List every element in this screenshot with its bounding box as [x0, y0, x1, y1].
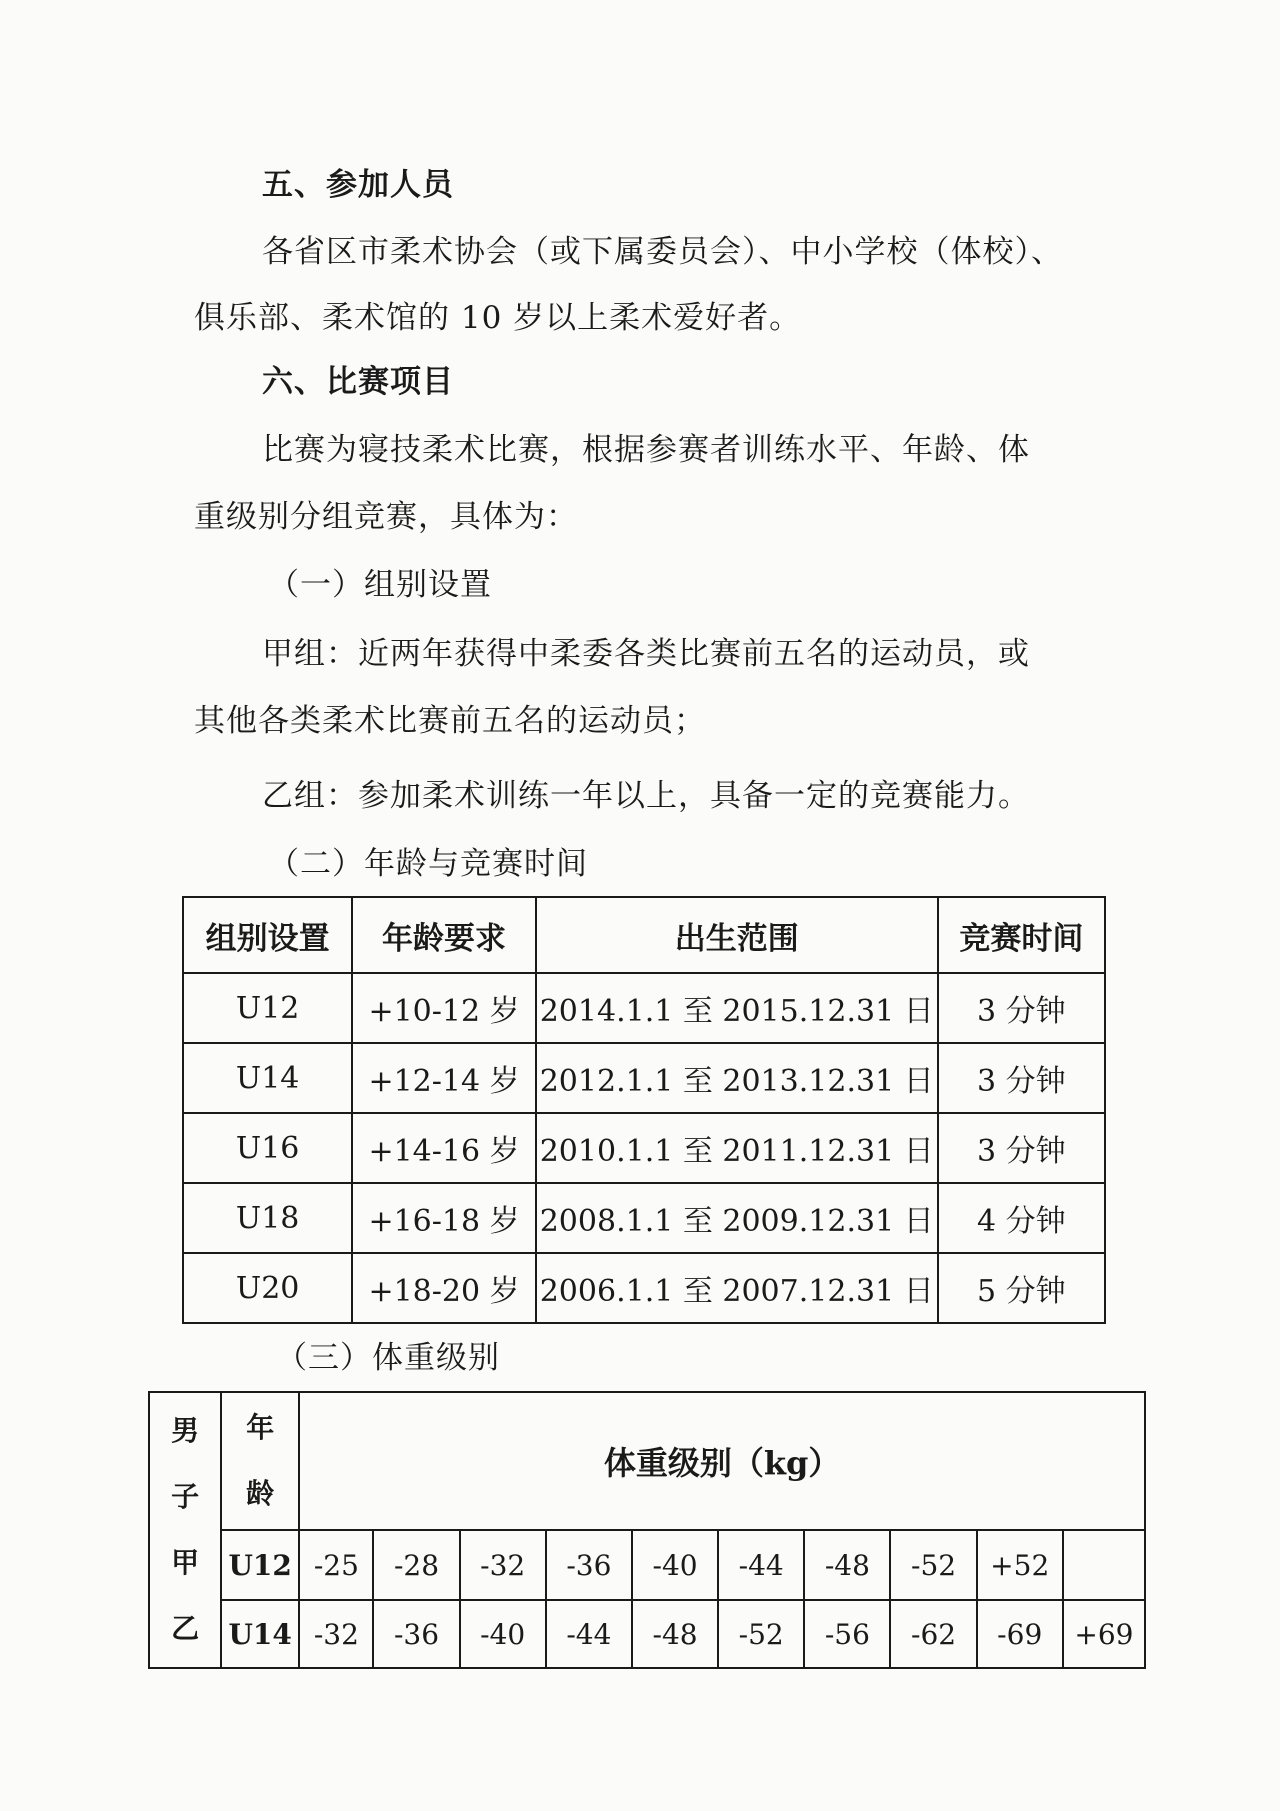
weight-cell: -25 — [299, 1530, 373, 1600]
table-row — [183, 1113, 1105, 1183]
section-5-text-line-1: 各省区市柔术协会（或下属委员会）、中小学校（体校）、 — [262, 234, 1063, 270]
weight-header-row — [149, 1392, 1145, 1530]
header-birth-range: 出生范围 — [536, 897, 938, 973]
weight-cell: -52 — [718, 1600, 804, 1668]
birth-range-cell: 2006.1.1 至 2007.12.31 日 — [536, 1253, 938, 1323]
weight-cell: -62 — [890, 1600, 976, 1668]
weight-cell: -48 — [632, 1600, 718, 1668]
subsection-1-title: （一）组别设置 — [268, 567, 492, 603]
age-cell: U14 — [221, 1600, 299, 1668]
weight-cell: +52 — [977, 1530, 1063, 1600]
weight-cell: -44 — [546, 1600, 632, 1668]
match-time-cell: 3 分钟 — [938, 973, 1105, 1043]
match-time-cell: 3 分钟 — [938, 1113, 1105, 1183]
subsection-2-title: （二）年龄与竞赛时间 — [268, 846, 588, 882]
weight-cell: -52 — [890, 1530, 976, 1600]
weight-cell: -40 — [460, 1600, 546, 1668]
group-cell: U20 — [183, 1253, 352, 1323]
age-cell: +16-18 岁 — [352, 1183, 535, 1253]
table-header-row — [183, 897, 1105, 973]
gender-group-label-text: 男子甲乙 — [171, 1414, 200, 1645]
birth-range-cell: 2008.1.1 至 2009.12.31 日 — [536, 1183, 938, 1253]
section-6-text-line-1: 比赛为寝技柔术比赛，根据参赛者训练水平、年龄、体 — [262, 432, 1030, 468]
age-cell: +14-16 岁 — [352, 1113, 535, 1183]
age-cell: +10-12 岁 — [352, 973, 535, 1043]
subsection-3-title: （三）体重级别 — [276, 1340, 500, 1376]
group-cell: U14 — [183, 1043, 352, 1113]
match-time-cell: 4 分钟 — [938, 1183, 1105, 1253]
table-row — [149, 1530, 1145, 1600]
weight-cell — [1063, 1530, 1145, 1600]
group-cell: U12 — [183, 973, 352, 1043]
birth-range-cell: 2010.1.1 至 2011.12.31 日 — [536, 1113, 938, 1183]
section-5-text-line-2: 俱乐部、柔术馆的 10 岁以上柔术爱好者。 — [194, 300, 802, 336]
table-row — [183, 1253, 1105, 1323]
header-group: 组别设置 — [183, 897, 352, 973]
table-row — [183, 1183, 1105, 1253]
age-cell: +18-20 岁 — [352, 1253, 535, 1323]
weight-cell: -32 — [460, 1530, 546, 1600]
group-cell: U16 — [183, 1113, 352, 1183]
age-header-text: 年龄 — [246, 1411, 275, 1510]
birth-range-cell: 2012.1.1 至 2013.12.31 日 — [536, 1043, 938, 1113]
birth-range-cell: 2014.1.1 至 2015.12.31 日 — [536, 973, 938, 1043]
group-cell: U18 — [183, 1183, 352, 1253]
group-a-line-2: 其他各类柔术比赛前五名的运动员； — [194, 703, 706, 739]
weight-cell: -44 — [718, 1530, 804, 1600]
weight-cell: +69 — [1063, 1600, 1145, 1668]
age-time-table — [182, 896, 1106, 1324]
header-match-time: 竞赛时间 — [938, 897, 1105, 973]
age-cell: +12-14 岁 — [352, 1043, 535, 1113]
header-age: 年龄要求 — [352, 897, 535, 973]
weight-cell: -28 — [373, 1530, 459, 1600]
weight-cell: -36 — [373, 1600, 459, 1668]
section-5-title: 五、参加人员 — [262, 167, 454, 203]
weight-class-title: 体重级别（kg） — [299, 1392, 1145, 1530]
weight-cell: -32 — [299, 1600, 373, 1668]
weight-class-table — [148, 1391, 1146, 1669]
match-time-cell: 3 分钟 — [938, 1043, 1105, 1113]
group-a-line-1: 甲组：近两年获得中柔委各类比赛前五名的运动员，或 — [262, 636, 1030, 672]
table-row — [183, 973, 1105, 1043]
gender-group-label — [149, 1392, 221, 1668]
match-time-cell: 5 分钟 — [938, 1253, 1105, 1323]
section-6-text-line-2: 重级别分组竞赛，具体为： — [194, 499, 578, 535]
weight-cell: -36 — [546, 1530, 632, 1600]
weight-cell: -56 — [804, 1600, 890, 1668]
weight-cell: -40 — [632, 1530, 718, 1600]
table-row — [149, 1600, 1145, 1668]
group-b-text: 乙组：参加柔术训练一年以上，具备一定的竞赛能力。 — [262, 778, 1030, 814]
table-row — [183, 1043, 1105, 1113]
age-header — [221, 1392, 299, 1530]
weight-cell: -69 — [977, 1600, 1063, 1668]
age-cell: U12 — [221, 1530, 299, 1600]
weight-cell: -48 — [804, 1530, 890, 1600]
section-6-title: 六、比赛项目 — [262, 364, 454, 400]
